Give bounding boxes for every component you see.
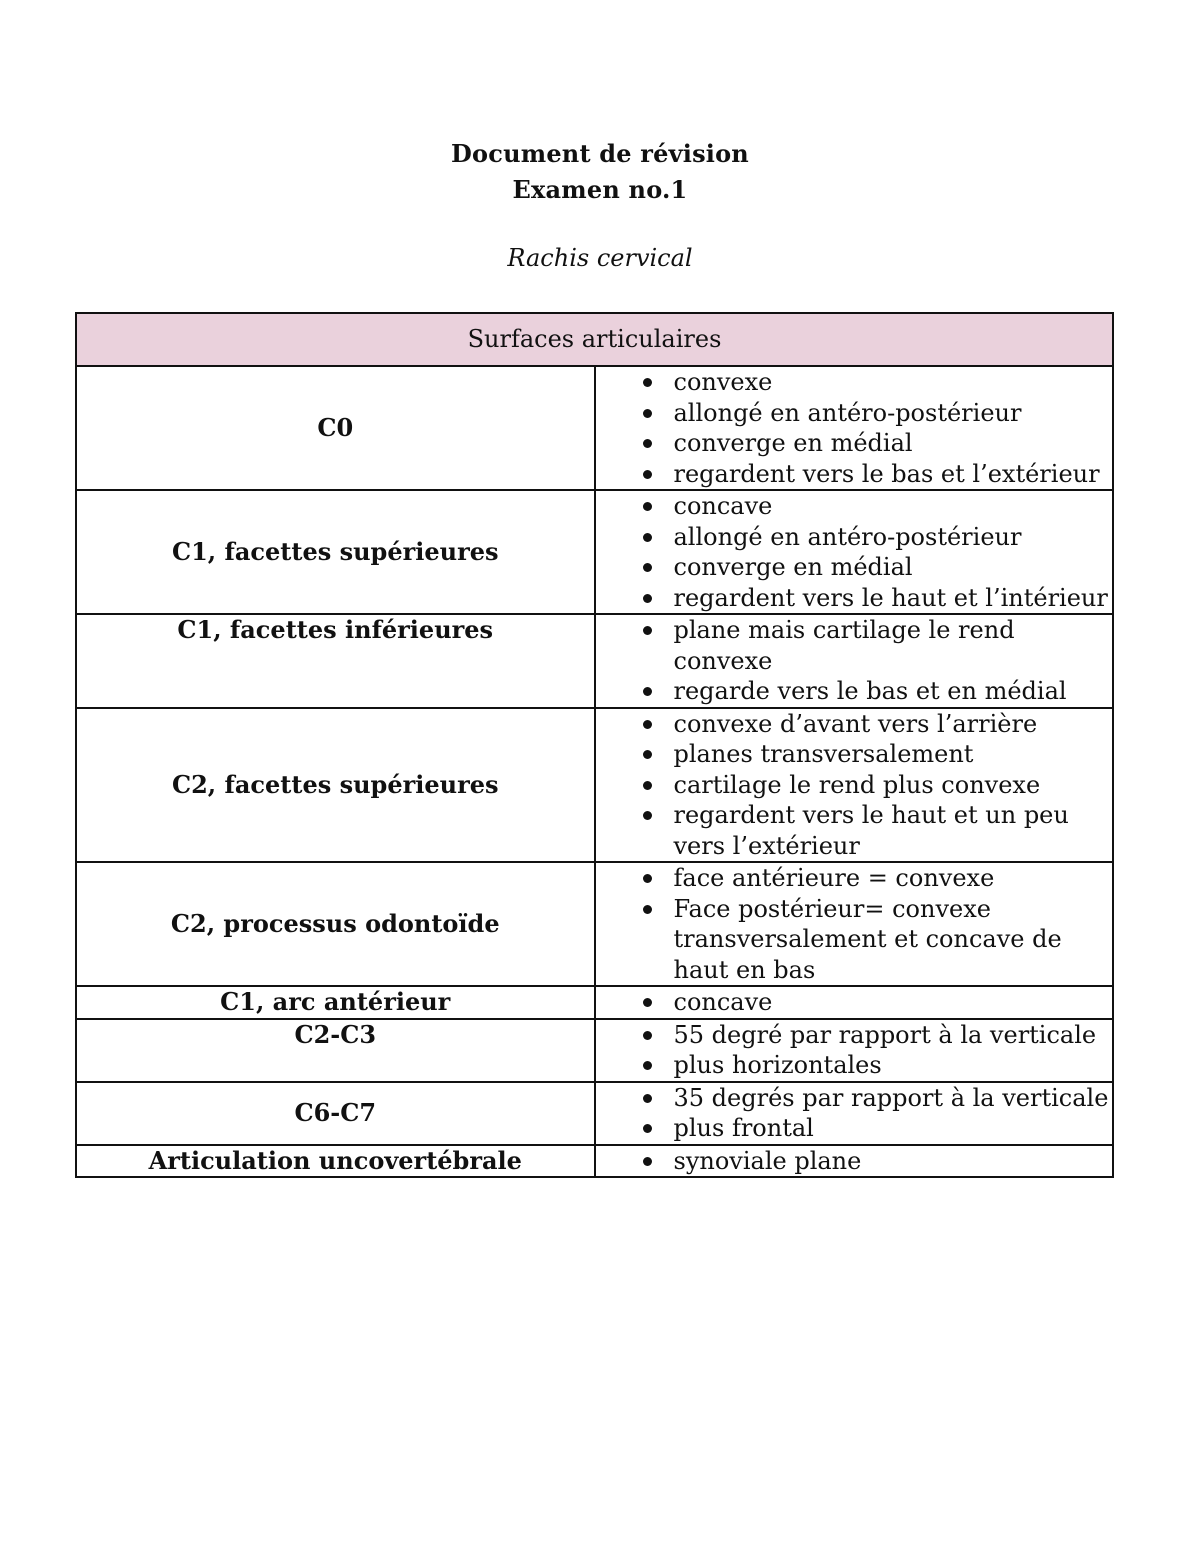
properties-list [596, 615, 1113, 707]
properties-list [596, 491, 1113, 613]
properties-list [596, 987, 1113, 1018]
table-row [76, 490, 1113, 614]
properties-list [596, 863, 1113, 985]
structure-cell: C2-C3 [76, 1019, 595, 1082]
list-item: face antérieure = convexe [674, 863, 1113, 894]
properties-list [596, 1020, 1113, 1081]
list-item: planes transversalement [674, 739, 1113, 770]
structure-cell: Articulation uncovertébrale [76, 1145, 595, 1178]
exam-title: Examen no.1 [512, 175, 688, 204]
structure-cell: C2, processus odontoïde [76, 862, 595, 986]
articular-surfaces-table [75, 312, 1114, 1178]
list-item: plus horizontales [674, 1050, 1113, 1081]
document-title: Document de révision [451, 139, 749, 168]
properties-cell [595, 490, 1114, 614]
table-row [76, 1019, 1113, 1082]
list-item: plane mais cartilage le rend convexe [674, 615, 1113, 676]
properties-cell [595, 708, 1114, 863]
list-item: convexe d’avant vers l’arrière [674, 709, 1113, 740]
properties-cell [595, 986, 1114, 1019]
table-row [76, 1082, 1113, 1145]
list-item: concave [674, 987, 1113, 1018]
list-item: 55 degré par rapport à la verticale [674, 1020, 1113, 1051]
list-item: Face postérieur= convexe transversalement et concave de haut en bas [674, 894, 1113, 986]
list-item: regardent vers le haut et l’intérieur [674, 583, 1113, 614]
structure-cell: C1, facettes supérieures [76, 490, 595, 614]
list-item: 35 degrés par rapport à la verticale [674, 1083, 1113, 1114]
document-subtitle: Rachis cervical [507, 244, 693, 272]
list-item: plus frontal [674, 1113, 1113, 1144]
list-item: convexe [674, 367, 1113, 398]
table-row [76, 1145, 1113, 1178]
properties-cell [595, 366, 1114, 490]
list-item: allongé en antéro-postérieur [674, 522, 1113, 553]
list-item: cartilage le rend plus convexe [674, 770, 1113, 801]
list-item: converge en médial [674, 552, 1113, 583]
properties-cell [595, 1145, 1114, 1178]
list-item: converge en médial [674, 428, 1113, 459]
list-item: regardent vers le bas et l’extérieur [674, 459, 1113, 490]
table-row [76, 366, 1113, 490]
section-header: Surfaces articulaires [76, 313, 1113, 366]
properties-list [596, 1083, 1113, 1144]
structure-cell: C1, arc antérieur [76, 986, 595, 1019]
list-item: synoviale plane [674, 1146, 1113, 1177]
list-item: concave [674, 491, 1113, 522]
table-row [76, 986, 1113, 1019]
list-item: regarde vers le bas et en médial [674, 676, 1113, 707]
properties-list [596, 1146, 1113, 1177]
structure-cell: C2, facettes supérieures [76, 708, 595, 863]
list-item: regardent vers le haut et un peu vers l’extérieur [674, 800, 1113, 861]
table-row [76, 614, 1113, 708]
structure-cell: C6-C7 [76, 1082, 595, 1145]
list-item: allongé en antéro-postérieur [674, 398, 1113, 429]
table-header-row [76, 313, 1113, 366]
properties-cell [595, 862, 1114, 986]
structure-cell: C1, facettes inférieures [76, 614, 595, 708]
properties-cell [595, 1082, 1114, 1145]
properties-cell [595, 1019, 1114, 1082]
properties-list [596, 367, 1113, 489]
document-header [0, 136, 1200, 276]
properties-list [596, 709, 1113, 862]
structure-cell: C0 [76, 366, 595, 490]
table-row [76, 708, 1113, 863]
table-row [76, 862, 1113, 986]
properties-cell [595, 614, 1114, 708]
